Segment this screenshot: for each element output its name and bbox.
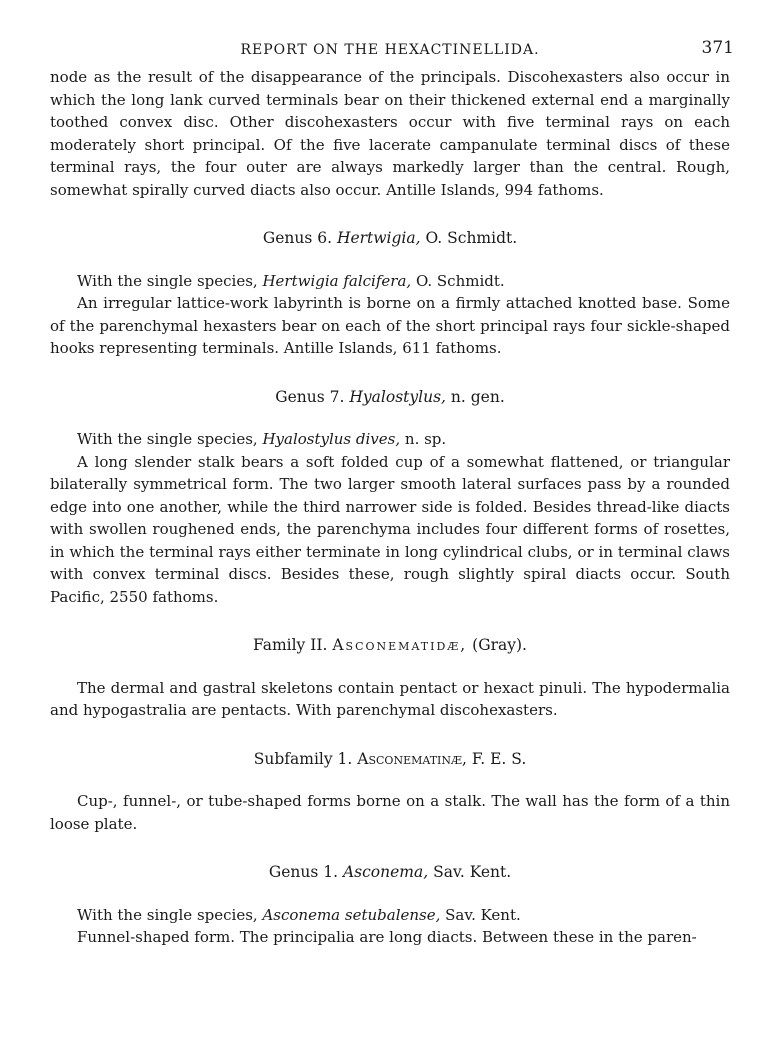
genus-1-species-line (50, 904, 730, 927)
genus-6-species-line (50, 270, 730, 293)
genus-1-species-author: Sav. Kent. (445, 905, 521, 924)
genus-7-heading (50, 386, 730, 409)
genus-7-species-name: Hyalostylus dives, (262, 430, 401, 448)
family-2-description: The dermal and gastral skeletons contain pentact or hexact pinuli. The hypodermalia and hypogastralia are pentacts. With parenchymal discohexasters. (50, 678, 730, 719)
genus-6-species-prefix: With the single species, (77, 271, 258, 290)
genus-6-heading (50, 227, 730, 250)
page (50, 38, 734, 949)
genus-7-species-prefix: With the single species, (77, 430, 258, 448)
genus-7-name: Hyalostylus, (349, 387, 446, 406)
genus-7-prefix: Genus 7. (275, 387, 345, 406)
genus-1-name: Asconema, (342, 863, 429, 881)
family-2-heading (50, 634, 730, 657)
genus-1-author: Sav. Kent. (433, 863, 512, 881)
genus-7-species-line (50, 428, 730, 451)
genus-1-species-prefix: With the single species, (77, 905, 258, 924)
family-2-author: (Gray). (472, 636, 527, 654)
genus-7-description: A long slender stalk bears a soft folded cup of a somewhat flattened, or triangular bilaterally symmetrical form. The two larger smooth lateral surfaces pass by a rounded edge into one another, while the third narrower side is folded. Besides thread-like diacts with swollen roughened ends, the parenchyma includes four different forms of rosettes, in which the terminal rays either terminate in long cylindrical clubs, or in terminal claws with convex terminal discs. Besides these, rough slightly spiral diacts occur. South Pacific, 2550 fathoms. (50, 452, 730, 606)
genus-6-description: An irregular lattice-work labyrinth is borne on a firmly attached knotted base. Some of the parenchymal hexasters bear on each of the short principal rays four sickle-shaped hooks representing terminals. Antille Islands, 611 fathoms. (50, 294, 730, 357)
subfamily-1-heading (50, 748, 730, 771)
intro-paragraph: node as the result of the disappearance of the principals. Discohexasters also occur in which the long lank curved terminals bear on their thickened external end a marginally toothed convex disc. Other discohexasters occur with five terminal rays on each moderately short principal. Of the five lacerate campanulate terminal discs of these terminal rays, the four outer are always markedly larger than the central. Rough, somewhat spirally curved diacts also occur. Antille Islands, 994 fathoms. (50, 68, 730, 199)
genus-6-species-author: O. Schmidt. (415, 271, 505, 290)
genus-1-prefix: Genus 1. (268, 863, 339, 881)
genus-6-prefix: Genus 6. (262, 229, 333, 247)
genus-1-description: Funnel-shaped form. The principalia are long diacts. Between these in the paren- (77, 928, 697, 946)
running-header (50, 38, 734, 66)
genus-1-heading (50, 861, 730, 884)
genus-6-author: O. Schmidt. (425, 229, 518, 247)
subfamily-1-description: Cup-, funnel-, or tube-shaped forms borne on a stalk. The wall has the form of a thin loose plate. (50, 792, 730, 833)
genus-7-species-author: n. sp. (404, 430, 447, 448)
genus-7-author: n. gen. (450, 387, 505, 406)
subfamily-1-prefix: Subfamily 1. (253, 749, 353, 768)
genus-1-species-name: Asconema setubalense, (262, 905, 441, 924)
family-2-name: Asconematidæ, (332, 636, 468, 654)
page-number: 371 (701, 38, 734, 58)
running-title: REPORT ON THE HEXACTINELLIDA. (240, 42, 540, 58)
genus-6-species-name: Hertwigia falcifera, (262, 271, 412, 290)
subfamily-1-name: Asconematinæ, (357, 749, 467, 768)
subfamily-1-author: F. E. S. (471, 749, 527, 768)
genus-6-name: Hertwigia, (336, 229, 421, 247)
family-2-prefix: Family II. (253, 636, 328, 654)
